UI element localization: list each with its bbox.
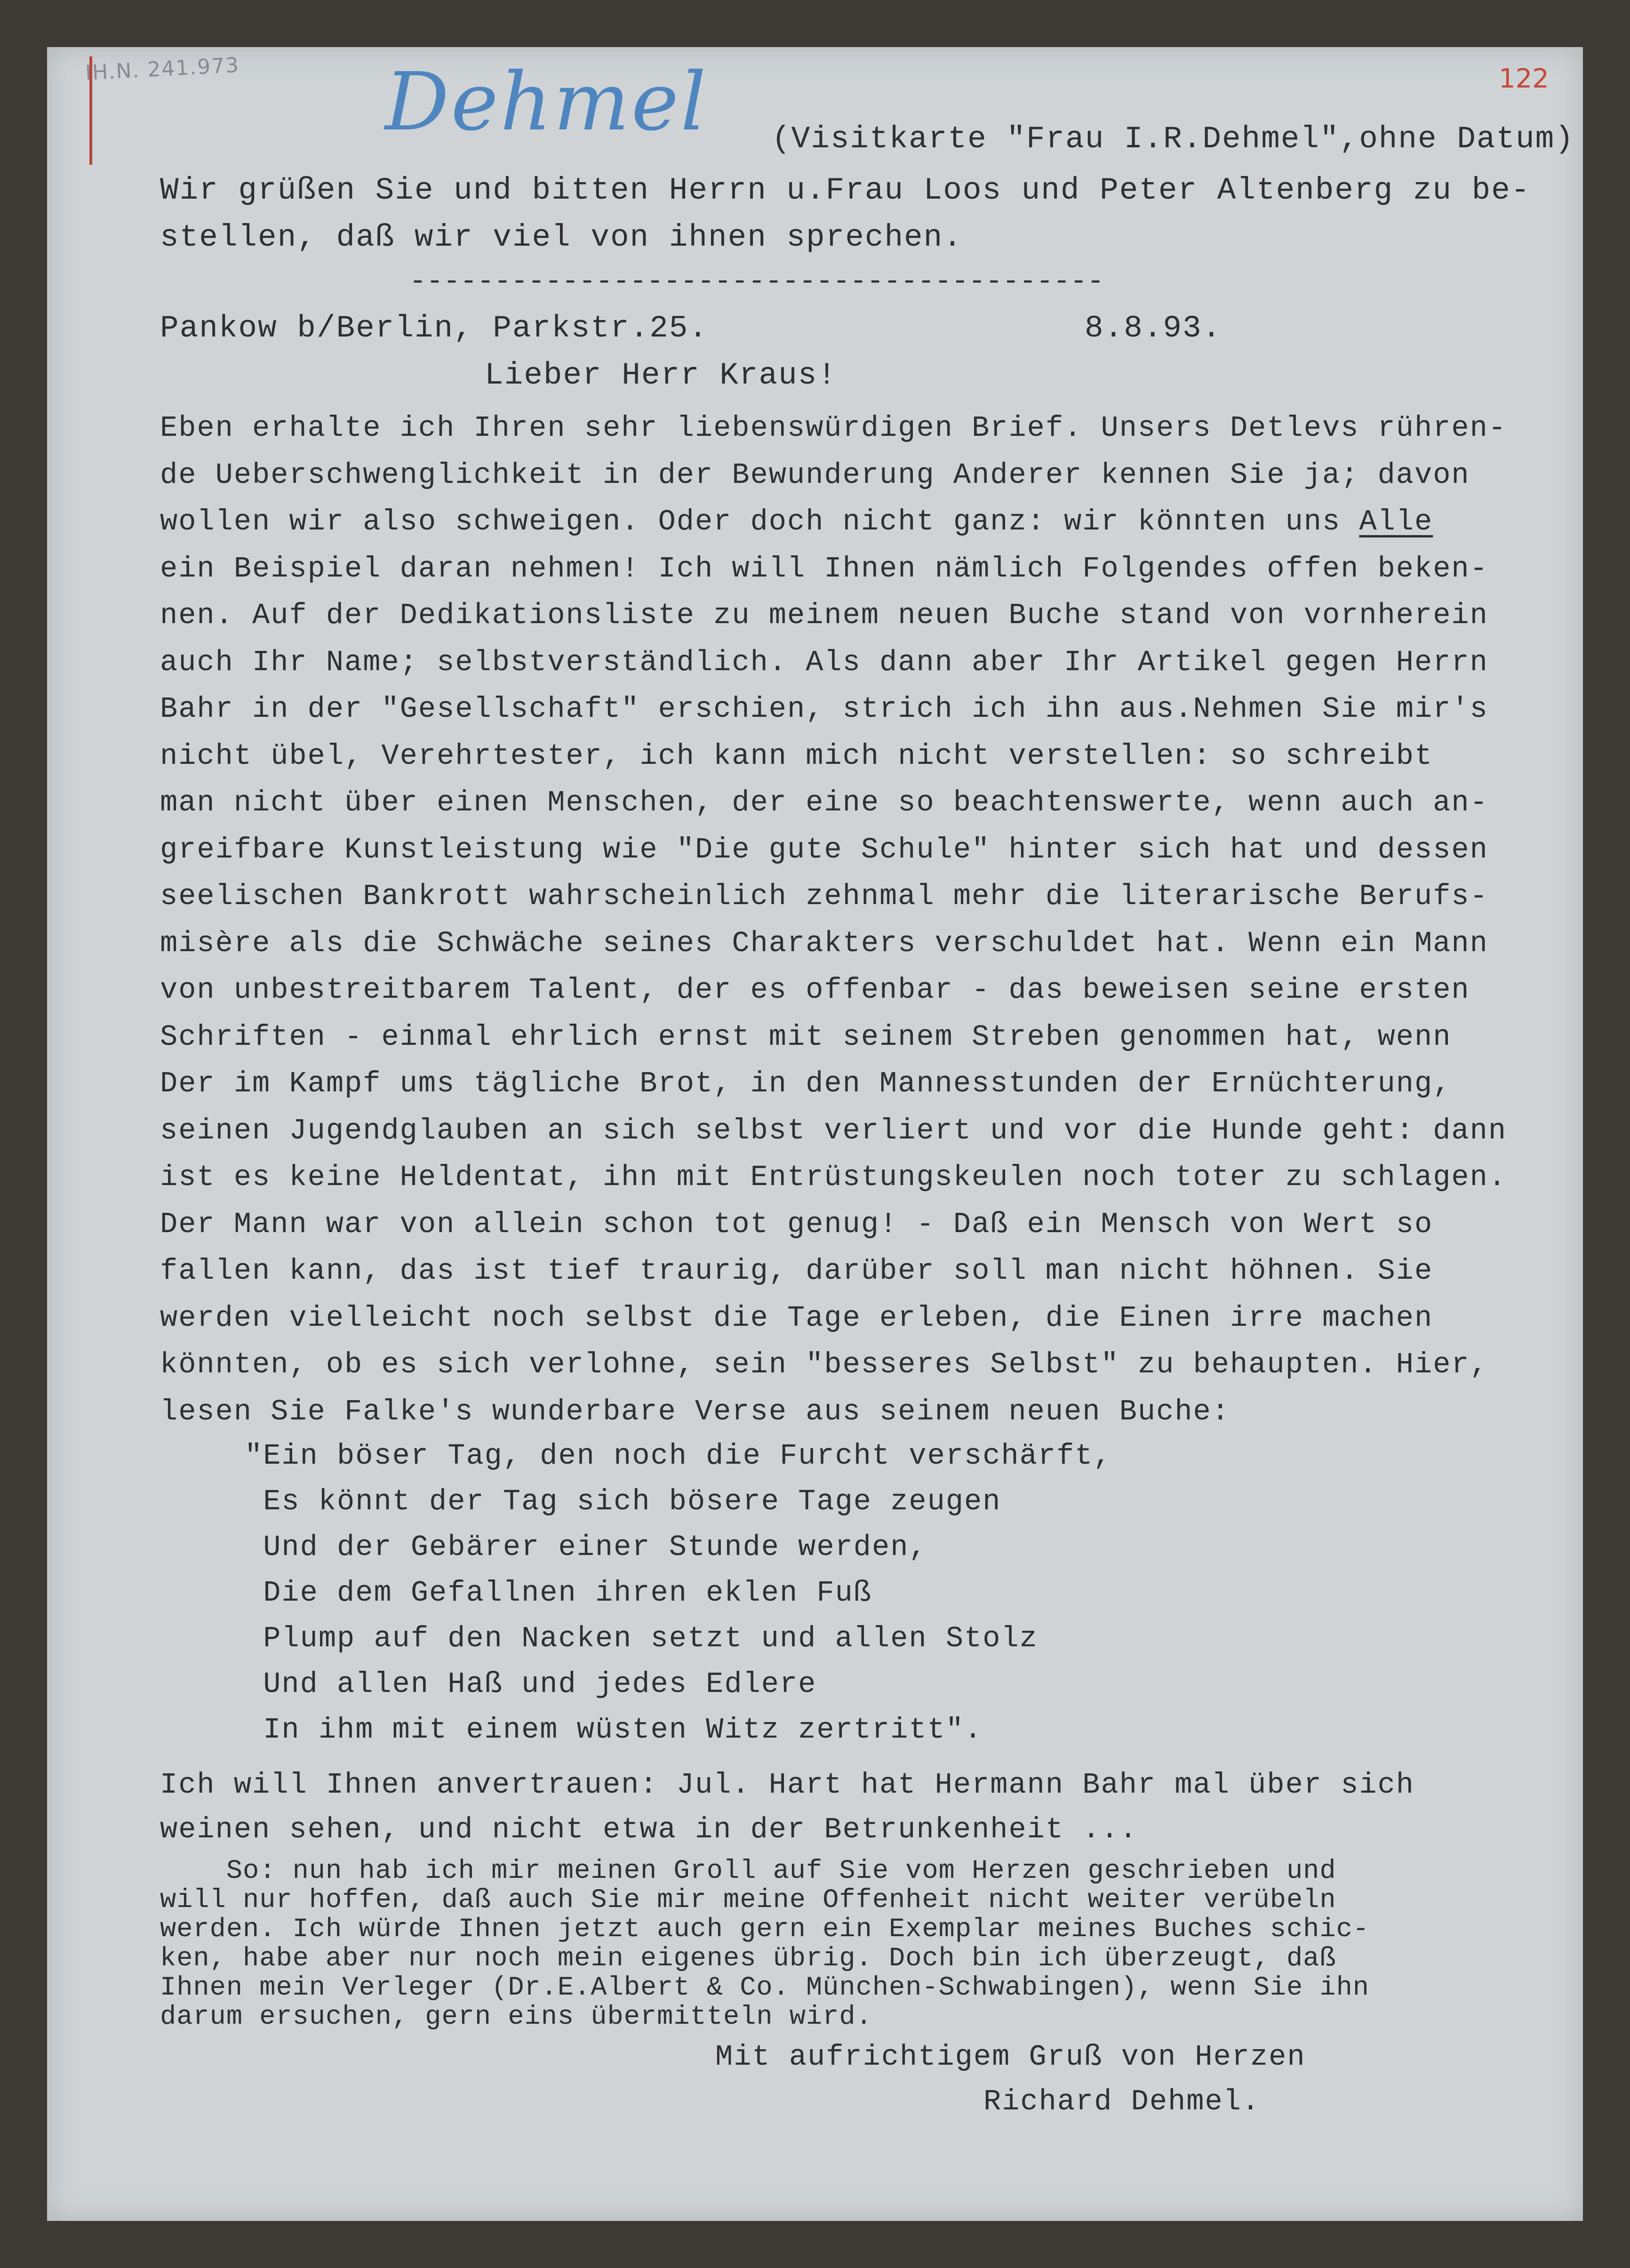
separator-line: -----------------------------------------	[409, 266, 1104, 298]
salutation: Lieber Herr Kraus!	[485, 358, 837, 393]
closing-line: Mit aufrichtigem Gruß von Herzen	[715, 2040, 1306, 2074]
emphasized-word: Alle	[1359, 505, 1433, 538]
place-line: Pankow b/Berlin, Parkstr.25.	[160, 311, 708, 346]
final-paragraph: So: nun hab ich mir meinen Groll auf Sie vom Herzen geschrieben und will nur hoffen, daß auch Sie mir meine Offenheit nicht weiter verübeln werden. Ich würde Ihnen jetzt auch gern ein Exemplar meines Buches schic- ken, habe aber nur noch mein eigenes übrig. Doch bin ich überzeugt, daß Ihnen mein Verleger (Dr.E.Albert & Co. München-Schwabingen), wenn Sie ihn darum ersuchen, gern eins übermitteln wird.	[160, 1856, 1370, 2032]
page-number: 122	[1499, 64, 1549, 94]
letter-body: Eben erhalte ich Ihren sehr liebenswürdigen Brief. Unsers Detlevs rühren- de Ueberschwenglichkeit in der Bewunderung Anderer kennen Sie ja; davon wollen wir also schweigen. Oder doch nicht ganz: wir könnten uns Alle ein Beispiel daran nehmen! Ich will Ihnen nämlich Folgendes offen beken- nen. Auf der Dedikationsliste zu meinem neuen Buche stand von vornherein auch Ihr Name; selbstverständlich. Als dann aber Ihr Artikel gegen Herrn Bahr in der "Gesellschaft" erschien, strich ich ihn aus.Nehmen Sie mir's nicht übel, Verehrtester, ich kann mich nicht verstellen: so schreibt man nicht über einen Menschen, der eine so beachtenswerte, wenn auch an- greifbare Kunstleistung wie "Die gute Schule" hinter sich hat und dessen seelischen Bankrott wahrscheinlich zehnmal mehr die literarische Berufs- misère als die Schwäche seines Charakters verschuldet hat. Wenn ein Mann von unbestreitbarem Talent, der es offenbar - das beweisen seine ersten Schriften - einmal ehrlich ernst mit seinem Streben genommen hat, wenn Der im Kampf ums tägliche Brot, in den Mannesstunden der Ernüchterung, seinen Jugendglauben an sich selbst verliert und vor die Hunde geht: dann ist es keine Heldentat, ihn mit Entrüstungskeulen noch toter zu schlagen. Der Mann war von allein schon tot genug! - Daß ein Mensch von Wert so fallen kann, das ist tief traurig, darüber soll man nicht höhnen. Sie werden vielleicht noch selbst die Tage erleben, die Einen irre machen könnten, ob es sich verlohne, sein "besseres Selbst" zu behaupten. Hier, lesen Sie Falke's wunderbare Verse aus seinem neuen Buche:	[160, 411, 1507, 1428]
confidence-paragraph: Ich will Ihnen anvertrauen: Jul. Hart hat Hermann Bahr mal über sich weinen sehen, und nicht etwa in der Betrunkenheit ...	[160, 1768, 1415, 1846]
card-note: (Visitkarte "Frau I.R.Dehmel",ohne Datum)	[772, 121, 1574, 157]
card-text: Wir grüßen Sie und bitten Herrn u.Frau Loos und Peter Altenberg zu be- stellen, daß wir viel von ihnen sprechen.	[160, 173, 1531, 255]
signature: Richard Dehmel.	[983, 2085, 1261, 2118]
archive-shelfmark: IH.N. 241.973	[85, 53, 240, 85]
quoted-poem: "Ein böser Tag, den noch die Furcht verschärft, Es könnt der Tag sich bösere Tage zeugen Und der Gebärer einer Stunde werden, Die dem Gefallnen ihren eklen Fuß Plump auf den Nacken setzt und allen Stolz Und allen Haß und jedes Edlere In ihm mit einem wüsten Witz zertritt".	[245, 1439, 1112, 1747]
handwritten-name: Dehmel	[385, 56, 708, 149]
date-line: 8.8.93.	[1085, 311, 1222, 346]
